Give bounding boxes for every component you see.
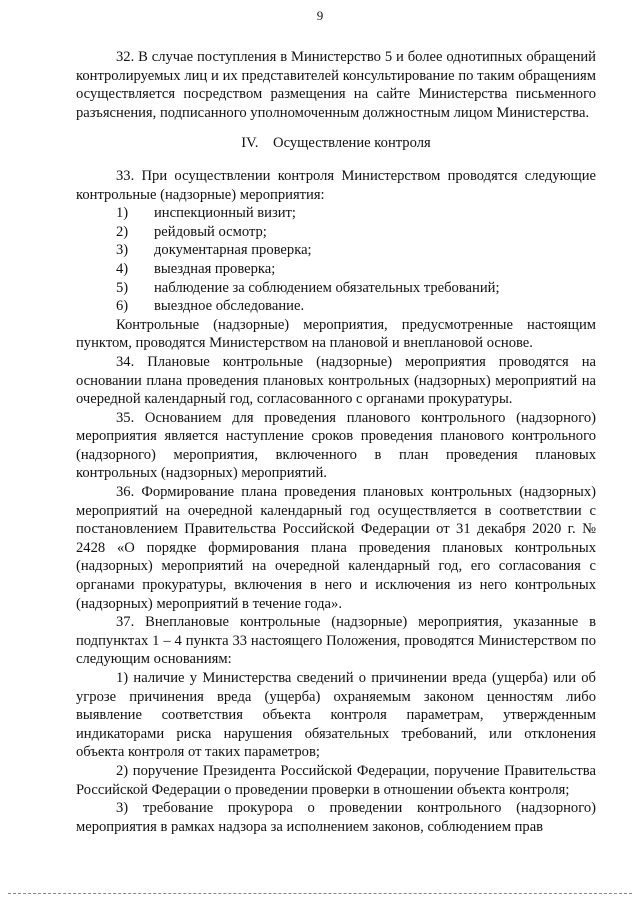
paragraph-37-1: 1) наличие у Министерства сведений о причинении вреда (ущерба) или об угрозе причинения вреда (ущерба) охраняемым законом ценностям либо выявление соответствия объекта контроля параметрам, утвержденным индикаторами риска нарушения обязательных требований, или отклонения объекта контроля от таких параметров; <box>76 670 596 761</box>
paragraph-36: 36. Формирование плана проведения плановых контрольных (надзорных) мероприятий на очередной календарный год осуществляется в соответствии с постановлением Правительства Российской Федерации от 31 декабря 2020 г. № 2428 «О порядке формирования плана проведения плановых контрольных (надзорных) мероприятий на очередной календарный год, его согласования с органами прокуратуры, включения в него и исключения из него контрольных (надзорных) мероприятий в течение года». <box>76 484 596 612</box>
list-item: 2) рейдовый осмотр; <box>116 223 267 240</box>
paragraph-34: 34. Плановые контрольные (надзорные) мероприятия проводятся на основании плана проведения плановых контрольных (надзорных) мероприятий на очередной календарный год, согласованного с органами прокуратуры. <box>76 353 596 408</box>
list-item: 4) выездная проверка; <box>116 260 276 277</box>
list-item: 6) выездное обследование. <box>116 298 305 315</box>
measures-list <box>76 204 596 316</box>
paragraph-35: 35. Основанием для проведения планового контрольного (надзорного) мероприятия является наступление сроков проведения планового контрольного (надзорного) мероприятия, включенного в план проведения плановых контрольных (надзорных) мероприятий. <box>76 409 596 482</box>
document-body <box>76 48 596 836</box>
page-bottom-rule <box>8 893 632 894</box>
list-item: 5) наблюдение за соблюдением обязательных требований; <box>116 279 500 296</box>
section-heading: IV. Осуществление контроля <box>241 135 431 152</box>
list-item: 1) инспекционный визит; <box>116 205 296 222</box>
paragraph-37: 37. Внеплановые контрольные (надзорные) мероприятия, указанные в подпунктах 1 – 4 пункта 33 настоящего Положения, проводятся Министерством по следующим основаниям: <box>76 614 596 668</box>
paragraph-37-2: 2) поручение Президента Российской Федерации, поручение Правительства Российской Федерации о проведении проверки в отношении объекта контроля; <box>76 762 596 798</box>
paragraph-32: 32. В случае поступления в Министерство 5 и более однотипных обращений контролируемых лиц и их представителей консультирование по таким обращениям осуществляется посредством размещения на сайте Министерства письменного разъяснения, подписанного уполномоченным должностным лицом Министерства. <box>76 49 596 121</box>
paragraph-37-3: 3) требование прокурора о проведении контрольного (надзорного) мероприятия в рамках надзора за исполнением законов, соблюдением прав <box>76 800 596 835</box>
list-item: 3) документарная проверка; <box>116 242 312 259</box>
paragraph-33: 33. При осуществлении контроля Министерством проводятся следующие контрольные (надзорные) мероприятия: <box>76 167 596 203</box>
paragraph-33-note: Контрольные (надзорные) мероприятия, предусмотренные настоящим пунктом, проводятся Министерством на плановой и внеплановой основе. <box>76 316 596 352</box>
page-number: 9 <box>316 8 324 23</box>
